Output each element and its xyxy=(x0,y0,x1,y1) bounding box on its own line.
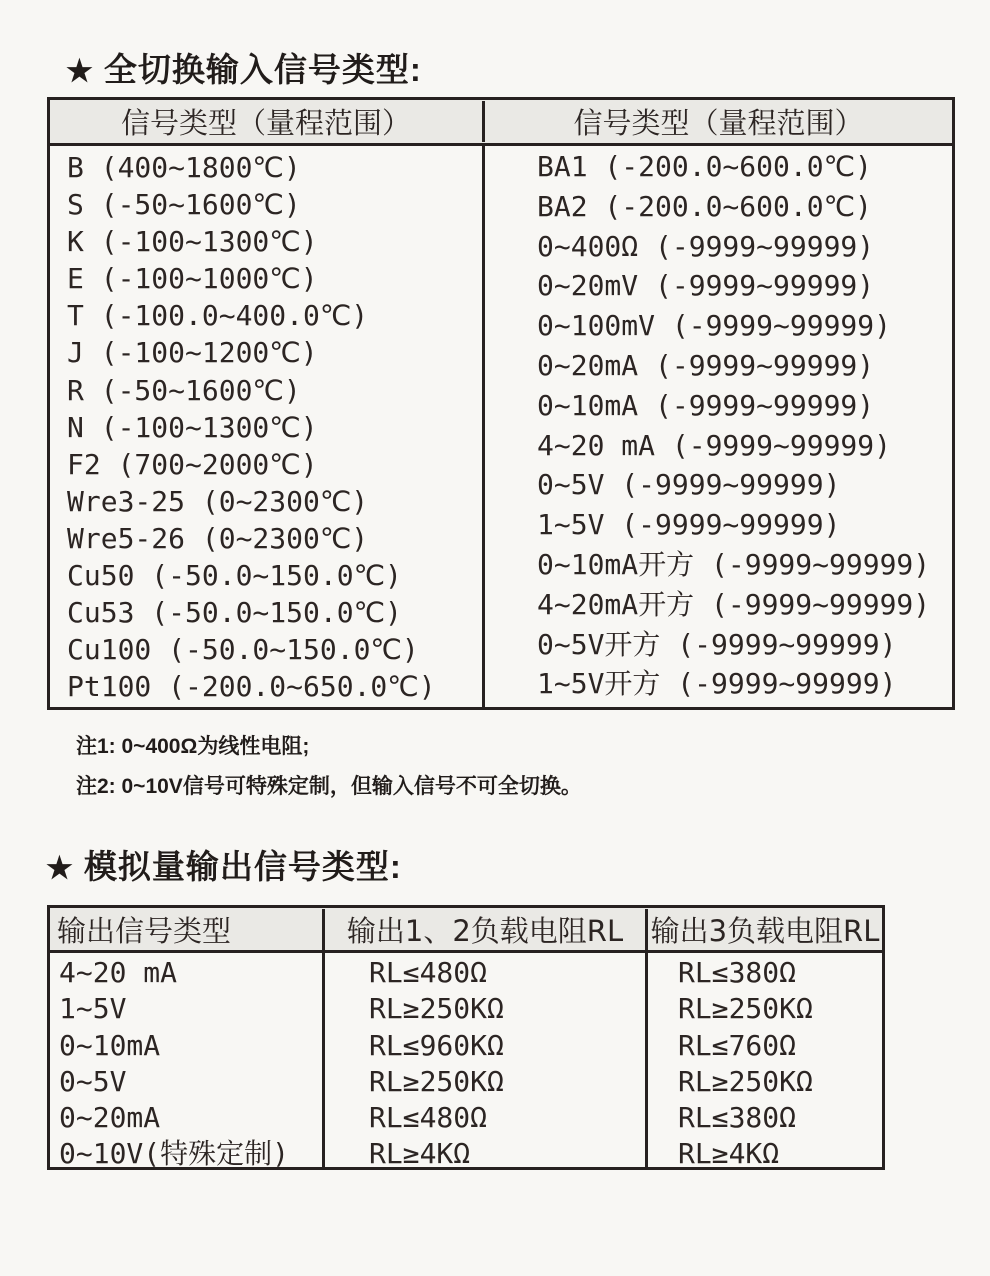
list-item: 0~5V (-9999~99999) xyxy=(537,468,841,502)
table-cell: RL≥250KΩ xyxy=(369,1064,504,1098)
list-item: 1~5V开方 (-9999~99999) xyxy=(537,667,897,701)
table-cell: RL≤760Ω xyxy=(678,1028,797,1062)
table-header-cell: 信号类型（量程范围） xyxy=(573,106,864,140)
table-cell: RL≥250KΩ xyxy=(678,992,813,1026)
list-item: 0~100mV (-9999~99999) xyxy=(537,309,892,343)
list-item: E (-100~1000℃) xyxy=(67,262,318,296)
output-table-body xyxy=(50,953,882,1167)
table-header-cell: 信号类型（量程范围） xyxy=(50,101,485,142)
output-1-2-load-resistance-column xyxy=(325,953,648,1167)
list-item: Wre5-26 (0~2300℃) xyxy=(67,521,369,555)
table-cell: RL≥250KΩ xyxy=(678,1064,813,1098)
table-cell: 0~5V xyxy=(59,1064,127,1098)
list-item: Cu100 (-50.0~150.0℃) xyxy=(67,633,419,667)
list-item: 0~20mV (-9999~99999) xyxy=(537,269,875,303)
section-title-text: 全切换输入信号类型: xyxy=(103,51,422,88)
table-cell: RL≤480Ω xyxy=(369,956,488,989)
output-signal-section-title xyxy=(46,841,402,888)
output-table-header-row xyxy=(50,908,882,953)
output-signal-type-column xyxy=(50,953,325,1167)
list-item: R (-50~1600℃) xyxy=(67,373,301,407)
input-table-header-row xyxy=(50,100,952,146)
list-item: Wre3-25 (0~2300℃) xyxy=(67,484,369,518)
input-signal-list-left xyxy=(50,146,485,707)
table-header-cell: 输出3负载电阻RL xyxy=(650,913,880,948)
table-cell: RL≥250KΩ xyxy=(369,992,504,1026)
list-item: J (-100~1200℃) xyxy=(67,336,318,370)
star-icon: ★ xyxy=(66,55,94,88)
table-header-cell: 输出1、2负载电阻RL xyxy=(325,909,648,950)
list-item: Cu53 (-50.0~150.0℃) xyxy=(67,596,402,630)
list-item: 0~10mA (-9999~99999) xyxy=(537,388,875,422)
list-item: 0~10mA开方 (-9999~99999) xyxy=(537,547,931,581)
table-cell: 0~10V(特殊定制) xyxy=(59,1137,290,1167)
table-cell: RL≤480Ω xyxy=(369,1101,488,1135)
list-item: S (-50~1600℃) xyxy=(67,188,301,222)
list-item: T (-100.0~400.0℃) xyxy=(67,299,369,333)
list-item: F2 (700~2000℃) xyxy=(67,447,318,481)
list-item: 4~20 mA (-9999~99999) xyxy=(537,428,892,462)
note: 注2: 0~10V信号可特殊定制，但输入信号不可全切换。 xyxy=(76,775,582,798)
list-item: Pt100 (-200.0~650.0℃) xyxy=(67,670,436,704)
table-header-cell: 输出信号类型 xyxy=(50,909,325,950)
list-item: Cu50 (-50.0~150.0℃) xyxy=(67,559,402,593)
list-item: BA2 (-200.0~600.0℃) xyxy=(537,189,872,223)
list-item: 0~20mA (-9999~99999) xyxy=(537,348,875,382)
list-item: 0~5V开方 (-9999~99999) xyxy=(537,627,897,661)
input-table-body xyxy=(50,146,952,707)
list-item: K (-100~1300℃) xyxy=(67,225,318,259)
list-item: BA1 (-200.0~600.0℃) xyxy=(537,150,872,183)
input-signal-table xyxy=(47,97,955,710)
star-icon: ★ xyxy=(46,852,74,885)
table-cell: 0~10mA xyxy=(59,1028,161,1062)
list-item: N (-100~1300℃) xyxy=(67,410,318,444)
list-item: 0~400Ω (-9999~99999) xyxy=(537,229,875,263)
table-cell: RL≥4KΩ xyxy=(369,1137,471,1167)
table-cell: 0~20mA xyxy=(59,1101,161,1135)
table-cell: RL≤380Ω xyxy=(678,1101,797,1135)
section-title-text: 模拟量输出信号类型: xyxy=(83,848,402,885)
input-signal-section-title xyxy=(66,44,422,91)
output-signal-table xyxy=(47,905,885,1170)
list-item: 4~20mA开方 (-9999~99999) xyxy=(537,587,931,621)
note: 注1: 0~400Ω为线性电阻; xyxy=(76,735,310,758)
list-item: 1~5V (-9999~99999) xyxy=(537,508,841,542)
table-cell: 1~5V xyxy=(59,992,127,1026)
table-cell: RL≤380Ω xyxy=(678,956,797,989)
output-3-load-resistance-column xyxy=(648,953,882,1167)
list-item: B (400~1800℃) xyxy=(67,151,301,184)
input-signal-list-right xyxy=(485,146,952,707)
table-cell: RL≥4KΩ xyxy=(678,1137,780,1167)
table-cell: 4~20 mA xyxy=(59,956,178,989)
table-cell: RL≤960KΩ xyxy=(369,1028,504,1062)
